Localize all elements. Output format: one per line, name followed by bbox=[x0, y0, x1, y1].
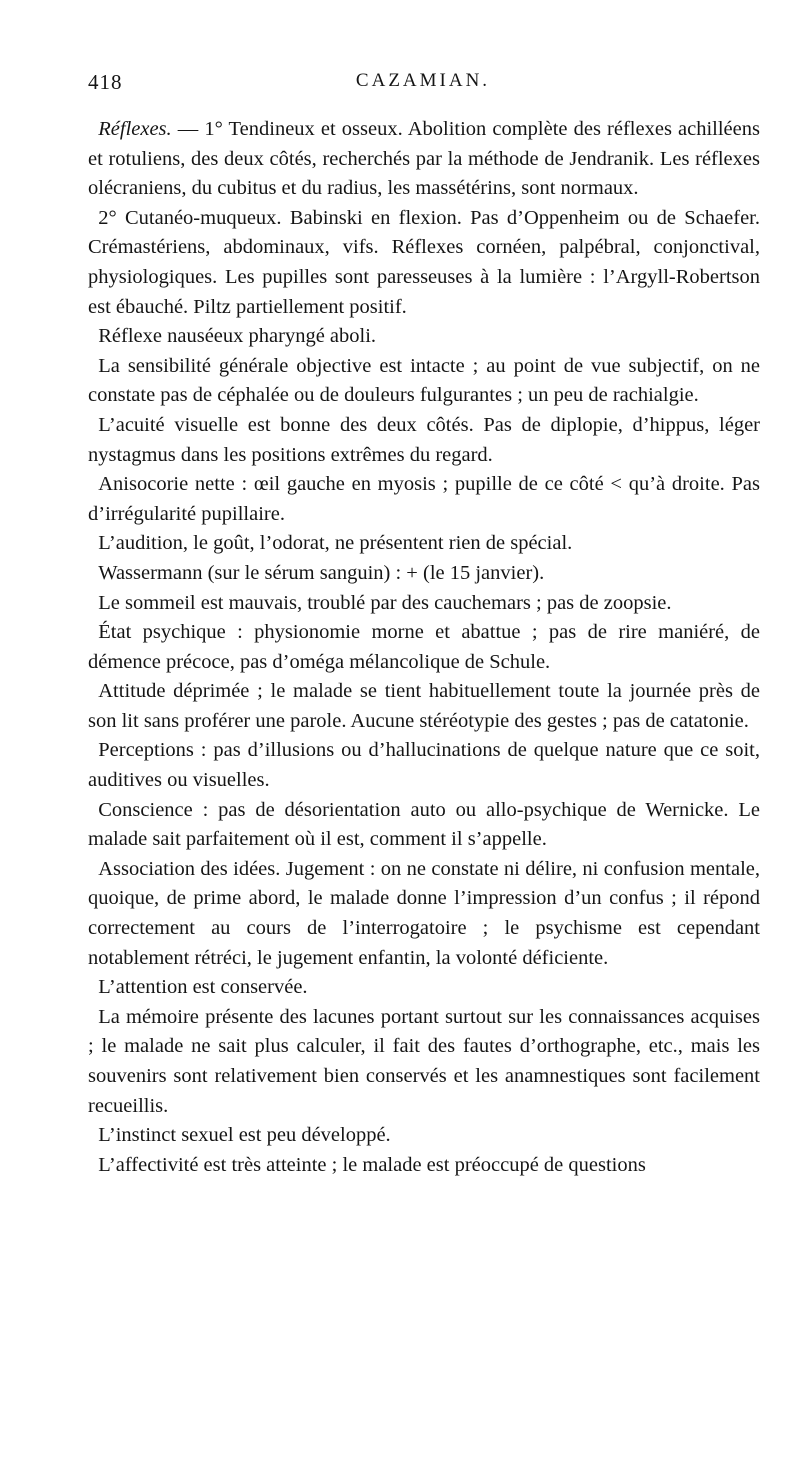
paragraph bbox=[88, 589, 760, 619]
paragraph-text: L’audition, le goût, l’odorat, ne présentent rien de spécial. bbox=[98, 532, 573, 555]
paragraph bbox=[88, 736, 760, 795]
paragraph bbox=[88, 1003, 760, 1121]
paragraph-text: La mémoire présente des lacunes portant surtout sur les connaissances acquises ; le malade ne sait plus calculer, il fait des fautes d’orthographe, etc., mais les souvenirs sont relativement bien conservés et les anamnestiques sont facilement recueillis. bbox=[88, 1005, 760, 1117]
paragraph bbox=[88, 677, 760, 736]
paragraph-text: Attitude déprimée ; le malade se tient habituellement toute la journée près de son lit sans proférer une parole. Aucune stéréotypie des gestes ; pas de catatonie. bbox=[88, 680, 760, 732]
paragraph bbox=[88, 470, 760, 529]
paragraph-text: Wassermann (sur le sérum sanguin) : + (le 15 janvier). bbox=[98, 561, 545, 584]
paragraph bbox=[88, 411, 760, 470]
paragraph-text: L’affectivité est très atteinte ; le malade est préoccupé de questions bbox=[98, 1153, 646, 1176]
paragraph-text: — 1° Tendineux et osseux. Abolition complète des réflexes achilléens et rotuliens, des deux côtés, recherchés par la méthode de Jendranik. Les réflexes olécraniens, du cubitus et du radius, les massétérins, sont normaux. bbox=[88, 118, 760, 200]
paragraph-text: État psychique : physionomie morne et abattue ; pas de rire maniéré, de démence précoce, pas d’oméga mélancolique de Schule. bbox=[88, 621, 760, 673]
paragraph-text: L’instinct sexuel est peu développé. bbox=[98, 1124, 391, 1147]
paragraph-text: Perceptions : pas d’illusions ou d’hallucinations de quelque nature que ce soit, auditives ou visuelles. bbox=[88, 739, 760, 792]
page-header bbox=[88, 70, 758, 100]
paragraph-reflexes bbox=[88, 115, 760, 204]
paragraph bbox=[88, 352, 760, 411]
paragraph bbox=[88, 204, 760, 322]
paragraph bbox=[88, 529, 760, 559]
paragraph bbox=[88, 618, 760, 677]
page-number: 418 bbox=[88, 70, 123, 94]
paragraph-text: L’attention est conservée. bbox=[98, 976, 308, 999]
paragraph-text: Conscience : pas de désorientation auto ou allo-psychique de Wernicke. Le malade sait parfaitement où il est, comment il s’appelle. bbox=[88, 798, 760, 851]
section-label-reflexes: Réflexes. bbox=[98, 118, 172, 140]
paragraph-text: Association des idées. Jugement : on ne constate ni délire, ni confusion mentale, quoique, de prime abord, le malade donne l’impression d’un confus ; il répond correctement au cours de l’interrogatoire ; le psychisme est cependant notablement rétréci, le jugement enfantin, la volonté déficiente. bbox=[88, 857, 760, 969]
body-text bbox=[88, 115, 760, 1180]
paragraph bbox=[88, 855, 760, 973]
paragraph-text: L’acuité visuelle est bonne des deux côtés. Pas de diplopie, d’hippus, léger nystagmus dans les positions extrêmes du regard. bbox=[88, 413, 760, 466]
paragraph-text: Anisocorie nette : œil gauche en myosis ; pupille de ce côté < qu’à droite. Pas d’irrégularité pupillaire. bbox=[88, 473, 760, 525]
paragraph bbox=[88, 796, 760, 855]
paragraph bbox=[88, 1151, 760, 1181]
paragraph bbox=[88, 973, 760, 1003]
running-title: CAZAMIAN. bbox=[355, 70, 491, 91]
paragraph-text: Réflexe nauséeux pharyngé aboli. bbox=[98, 325, 377, 348]
paragraph bbox=[88, 322, 760, 352]
paragraph bbox=[88, 559, 760, 589]
paragraph-text: 2° Cutanéo-muqueux. Babinski en flexion. Pas d’Oppenheim ou de Schaefer. Crémastériens, abdominaux, vifs. Réflexes cornéen, palpébral, conjonctival, physiologiques. Les pupilles sont paresseuses à la lumière : l’Argyll-Robertson est ébauché. Piltz partiellement positif. bbox=[88, 206, 760, 318]
paragraph-text: Le sommeil est mauvais, troublé par des cauchemars ; pas de zoopsie. bbox=[98, 591, 672, 614]
paragraph bbox=[88, 1121, 760, 1151]
paragraph-text: La sensibilité générale objective est intacte ; au point de vue subjectif, on ne constate pas de céphalée ou de douleurs fulgurantes ; un peu de rachialgie. bbox=[88, 354, 760, 407]
